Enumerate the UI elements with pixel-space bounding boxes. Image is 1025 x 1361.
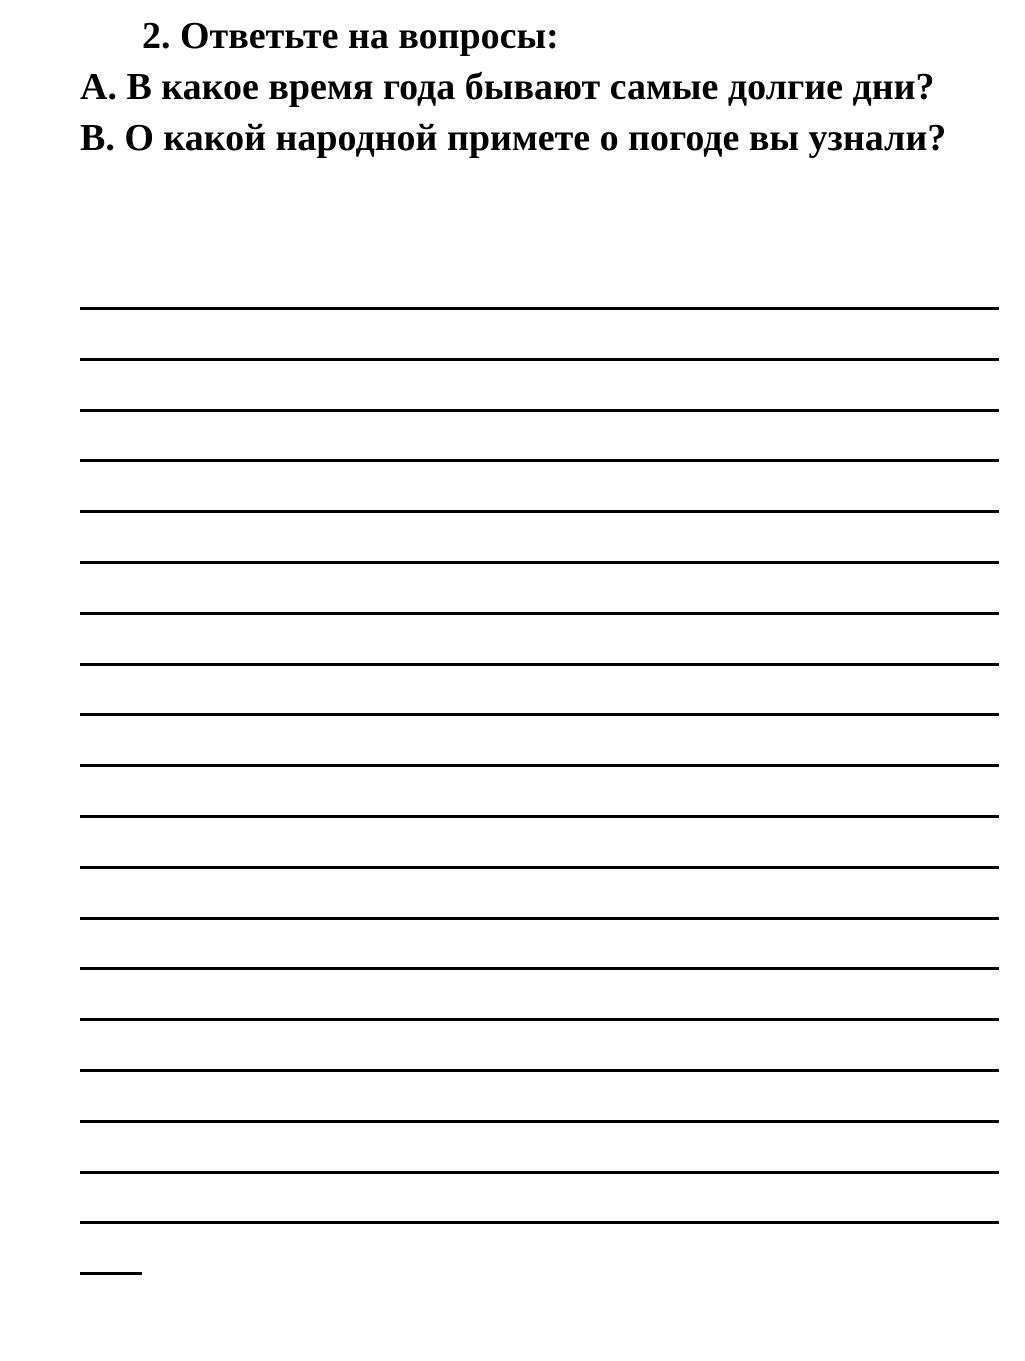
answer-line[interactable] (80, 1120, 999, 1123)
answer-line[interactable] (80, 815, 999, 818)
answer-line[interactable] (80, 713, 999, 716)
answer-line[interactable] (80, 409, 999, 412)
answer-line[interactable] (80, 917, 999, 920)
answer-line[interactable] (80, 459, 999, 462)
question-a: А. В какое время года бывают самые долгие дни? (80, 66, 935, 108)
answer-line[interactable] (80, 561, 999, 564)
answer-line[interactable] (80, 967, 999, 970)
answer-line[interactable] (80, 663, 999, 666)
answer-line[interactable] (80, 1069, 999, 1072)
answer-line[interactable] (80, 307, 999, 310)
answer-line[interactable] (80, 510, 999, 513)
answer-line[interactable] (80, 1018, 999, 1021)
answer-line[interactable] (80, 1171, 999, 1174)
question-b: В. О какой народной примете о погоде вы узнали? (80, 117, 947, 159)
answer-line[interactable] (80, 612, 999, 615)
answer-line[interactable] (80, 1221, 999, 1224)
answer-lines (80, 0, 999, 1361)
task-heading: 2. Ответьте на вопросы: (142, 15, 559, 57)
answer-line-short[interactable] (80, 1272, 142, 1275)
answer-line[interactable] (80, 764, 999, 767)
answer-line[interactable] (80, 866, 999, 869)
answer-line[interactable] (80, 358, 999, 361)
